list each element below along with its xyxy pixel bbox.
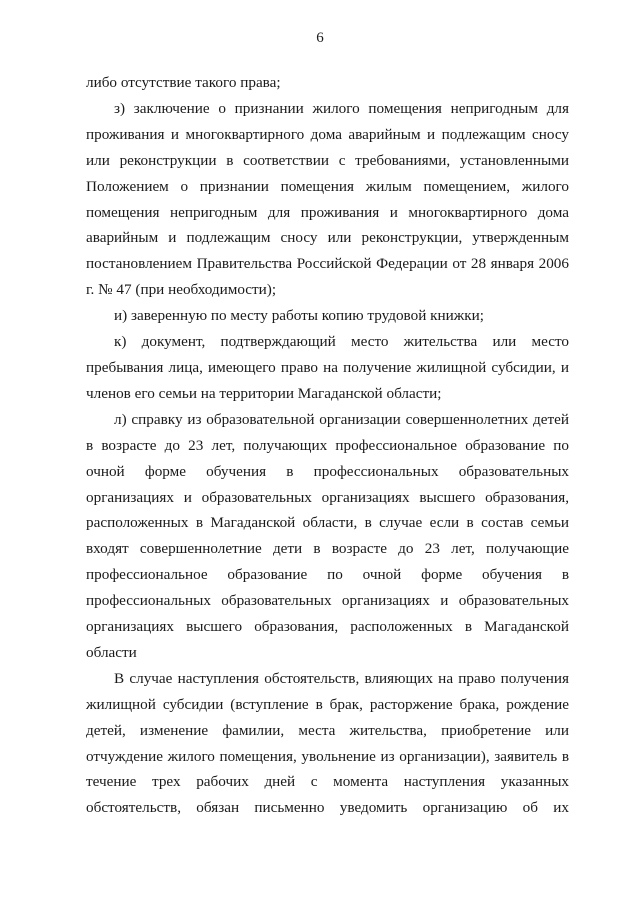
paragraph-change-notice: В случае наступления обстоятельств, влияющих на право получения жилищной субсидии (вступление в брак, расторжение брака, рождение детей, изменение фамилии, места жительства, приобретение или отчуждение жилого помещения, увольнение из организации), заявитель в течение трех рабочих дней с момента наступления указанных обстоятельств, обязан письменно уведомить организацию об их [86, 669, 569, 817]
paragraph-item-l: л) справку из образовательной организации совершеннолетних детей в возрасте до 23 лет, получающих профессиональное образование по очной форме обучения в профессиональных образовательных организациях и образовательных организациях высшего образования, расположенных в Магаданской области, в случае если в состав семьи входят совершеннолетние дети в возрасте до 23 лет, получающие профессиональное образование по очной форме обучения в профессиональных образовательных организациях и образовательных организациях высшего образования, расположенных в Магаданской области [86, 410, 569, 661]
paragraph-continuation: либо отсутствие такого права; [86, 74, 281, 91]
document-body [86, 70, 569, 821]
paragraph-item-i: и) заверенную по месту работы копию трудовой книжки; [114, 307, 484, 325]
paragraph-item-k: к) документ, подтверждающий место жительства или место пребывания лица, имеющего право на получение жилищной субсидии, и членов его семьи на территории Магаданской области; [86, 333, 569, 402]
paragraph-item-z: з) заключение о признании жилого помещения непригодным для проживания и многоквартирного дома аварийным и подлежащим сносу или реконструкции в соответствии с требованиями, установленными Положением о признании помещения жилым помещением, жилого помещения непригодным для проживания и многоквартирного дома аварийным и подлежащим сносу или реконструкции, утвержденным постановлением Правительства Российской Федерации от 28 января 2006 г. № 47 (при необходимости); [86, 99, 569, 299]
page-number: 6 [316, 30, 324, 46]
